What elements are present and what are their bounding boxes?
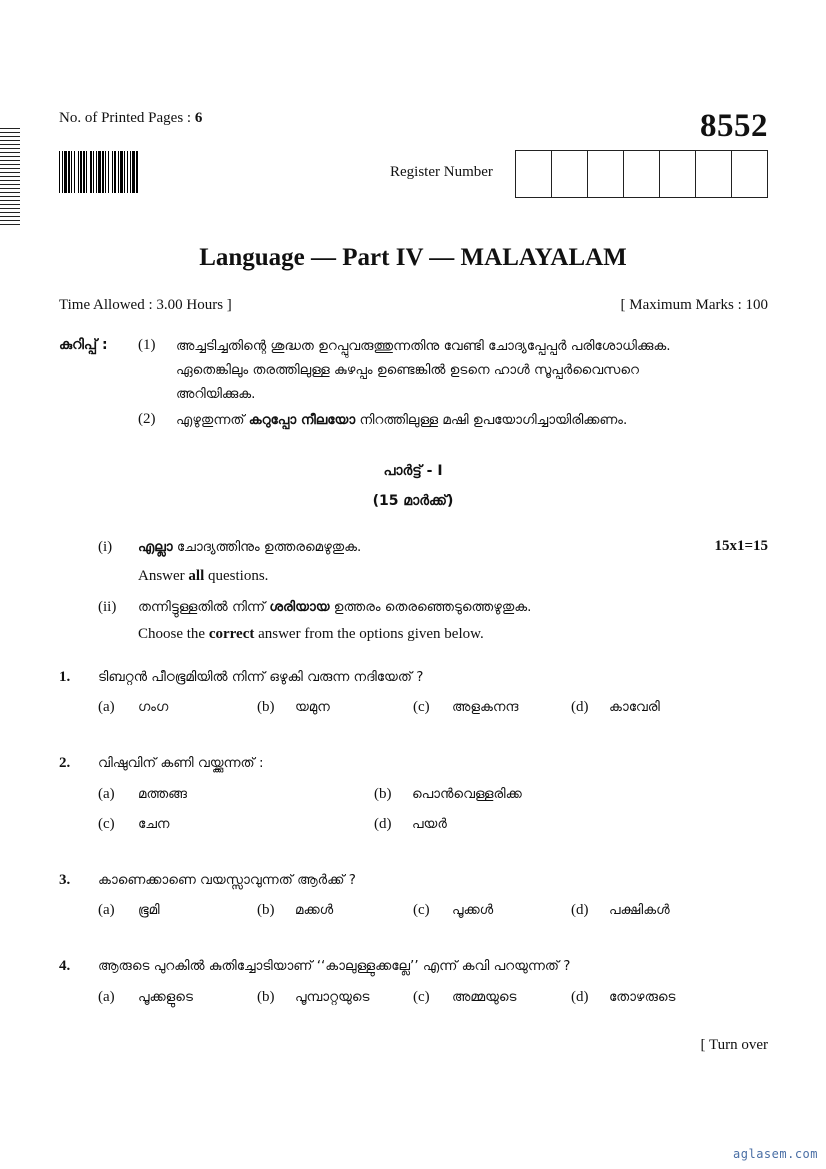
printed-pages-line: [59, 110, 202, 127]
instruction-text: തന്നിട്ടുള്ളതിൽ നിന്ന്: [138, 599, 270, 615]
instruction-emphasis: ശരിയായ: [269, 599, 330, 615]
option-letter: (a): [98, 989, 115, 1005]
register-digit-box[interactable]: [696, 151, 732, 197]
option-text: പൂമ്പാറ്റയുടെ: [295, 989, 370, 1005]
instruction-text: ഉത്തരം തെരഞ്ഞെടുത്തെഴുതുക.: [329, 599, 532, 615]
option-text: മക്കൾ: [295, 902, 334, 918]
option-letter: (b): [374, 786, 392, 802]
option-letter: (b): [257, 699, 275, 715]
part-title: പാർട്ട് - I: [383, 463, 443, 479]
instruction-english: [138, 626, 484, 643]
watermark: aglasem.com: [733, 1147, 818, 1161]
register-number-boxes[interactable]: [515, 150, 768, 198]
note-text: [176, 334, 776, 406]
instruction-malayalam: [138, 539, 361, 555]
option-text: യമുന: [295, 699, 330, 715]
printed-pages-value: 6: [194, 110, 203, 126]
option-text: പക്ഷികൾ: [609, 902, 670, 918]
option-text: പൂക്കളുടെ: [138, 989, 193, 1005]
printed-pages-label: No. of Printed Pages :: [59, 110, 192, 126]
instruction-text: ചോദ്യത്തിനും ഉത്തരമെഴുതുക.: [172, 539, 362, 555]
option-text: പൊൻവെള്ളരിക്ക: [412, 786, 522, 802]
side-registration-marks: [0, 128, 20, 228]
option-letter: (d): [571, 902, 589, 918]
time-allowed: Time Allowed : 3.00 Hours ]: [59, 297, 232, 313]
instruction-number: (i): [98, 539, 113, 555]
question-text: കാണെക്കാണെ വയസ്സാവുന്നത് ആർക്ക് ?: [98, 872, 356, 888]
option-letter: (a): [98, 786, 115, 802]
register-digit-box[interactable]: [624, 151, 660, 197]
register-digit-box[interactable]: [588, 151, 624, 197]
option-text: പയർ: [412, 816, 447, 832]
instruction-text: Answer: [138, 568, 189, 584]
option-letter: (c): [413, 989, 430, 1005]
instruction-text: Choose the: [138, 626, 209, 642]
note-text: [176, 408, 627, 432]
marks-scheme: 15x1=15: [714, 538, 768, 554]
barcode: [59, 151, 236, 193]
option-letter: (a): [98, 902, 115, 918]
question-text: ആരുടെ പുറകിൽ കുതിച്ചോടിയാണ് ‘‘കാലുള്ളുക്കല്ലേ’’ എന്ന് കവി പറയുന്നത് ?: [98, 958, 571, 974]
option-letter: (d): [571, 989, 589, 1005]
option-letter: (c): [413, 902, 430, 918]
instruction-text: questions.: [204, 568, 269, 584]
option-text: പൂക്കൾ: [452, 902, 494, 918]
register-digit-box[interactable]: [516, 151, 552, 197]
instruction-emphasis: all: [188, 568, 205, 584]
option-letter: (c): [98, 816, 115, 832]
note-line: അച്ചടിച്ചതിന്റെ ശുദ്ധത ഉറപ്പുവരുത്തുന്നതിനു വേണ്ടി ചോദ്യപ്പേപ്പർ പരിശോധിക്കുക.: [176, 338, 671, 354]
instruction-text: answer from the options given below.: [254, 626, 484, 642]
part-marks: (15 മാർക്ക്): [372, 493, 454, 509]
note-number: (2): [138, 411, 156, 427]
option-letter: (d): [374, 816, 392, 832]
instruction-malayalam: [138, 599, 531, 615]
option-text: മത്തങ്ങ: [138, 786, 187, 802]
question-number: 1.: [59, 669, 71, 685]
notes-label: കുറിപ്പ് :: [59, 337, 108, 353]
turn-over-note: [ Turn over: [700, 1037, 768, 1053]
option-text: അമ്മയുടെ: [452, 989, 517, 1005]
register-digit-box[interactable]: [552, 151, 588, 197]
option-text: കാവേരി: [609, 699, 660, 715]
option-letter: (b): [257, 902, 275, 918]
option-letter: (d): [571, 699, 589, 715]
option-letter: (c): [413, 699, 430, 715]
note-text-part: എഴുതുന്നത്: [176, 412, 249, 428]
instruction-number: (ii): [98, 599, 117, 615]
option-text: ഗംഗ: [138, 699, 169, 715]
option-text: ചേന: [138, 816, 170, 832]
note-text-part: നിറത്തിലുള്ള മഷി ഉപയോഗിച്ചായിരിക്കണം.: [355, 412, 628, 428]
question-number: 2.: [59, 755, 71, 771]
option-text: ഭൂമി: [138, 902, 160, 918]
note-number: (1): [138, 337, 156, 353]
note-text-emphasis: കറുപ്പോ നീലയോ: [248, 412, 356, 428]
instruction-english: [138, 568, 268, 585]
question-text: വിഷുവിന് കണി വയ്ക്കുന്നത് :: [98, 755, 264, 771]
instruction-emphasis: correct: [208, 626, 255, 642]
note-line: ഏതെങ്കിലും തരത്തിലുള്ള കുഴപ്പം ഉണ്ടെങ്കിൽ ഉടനെ ഹാൾ സൂപ്പർവൈസറെ: [176, 362, 639, 378]
register-number-label: Register Number: [390, 164, 493, 180]
note-line: അറിയിക്കുക.: [176, 386, 256, 402]
instruction-emphasis: എല്ലാ: [138, 539, 173, 555]
page-title: Language — Part IV — MALAYALAM: [199, 244, 627, 271]
paper-code: 8552: [700, 108, 768, 144]
option-text: തോഴരുടെ: [609, 989, 676, 1005]
question-number: 3.: [59, 872, 71, 888]
barcode-bar: [136, 151, 138, 193]
question-text: ടിബറ്റൻ പീഠഭൂമിയിൽ നിന്ന് ഒഴുകി വരുന്ന നദിയേത് ?: [98, 669, 424, 685]
register-digit-box[interactable]: [732, 151, 767, 197]
option-letter: (a): [98, 699, 115, 715]
option-text: അളകനന്ദ: [452, 699, 519, 715]
register-digit-box[interactable]: [660, 151, 696, 197]
question-number: 4.: [59, 958, 71, 974]
maximum-marks: [ Maximum Marks : 100: [620, 297, 768, 313]
option-letter: (b): [257, 989, 275, 1005]
